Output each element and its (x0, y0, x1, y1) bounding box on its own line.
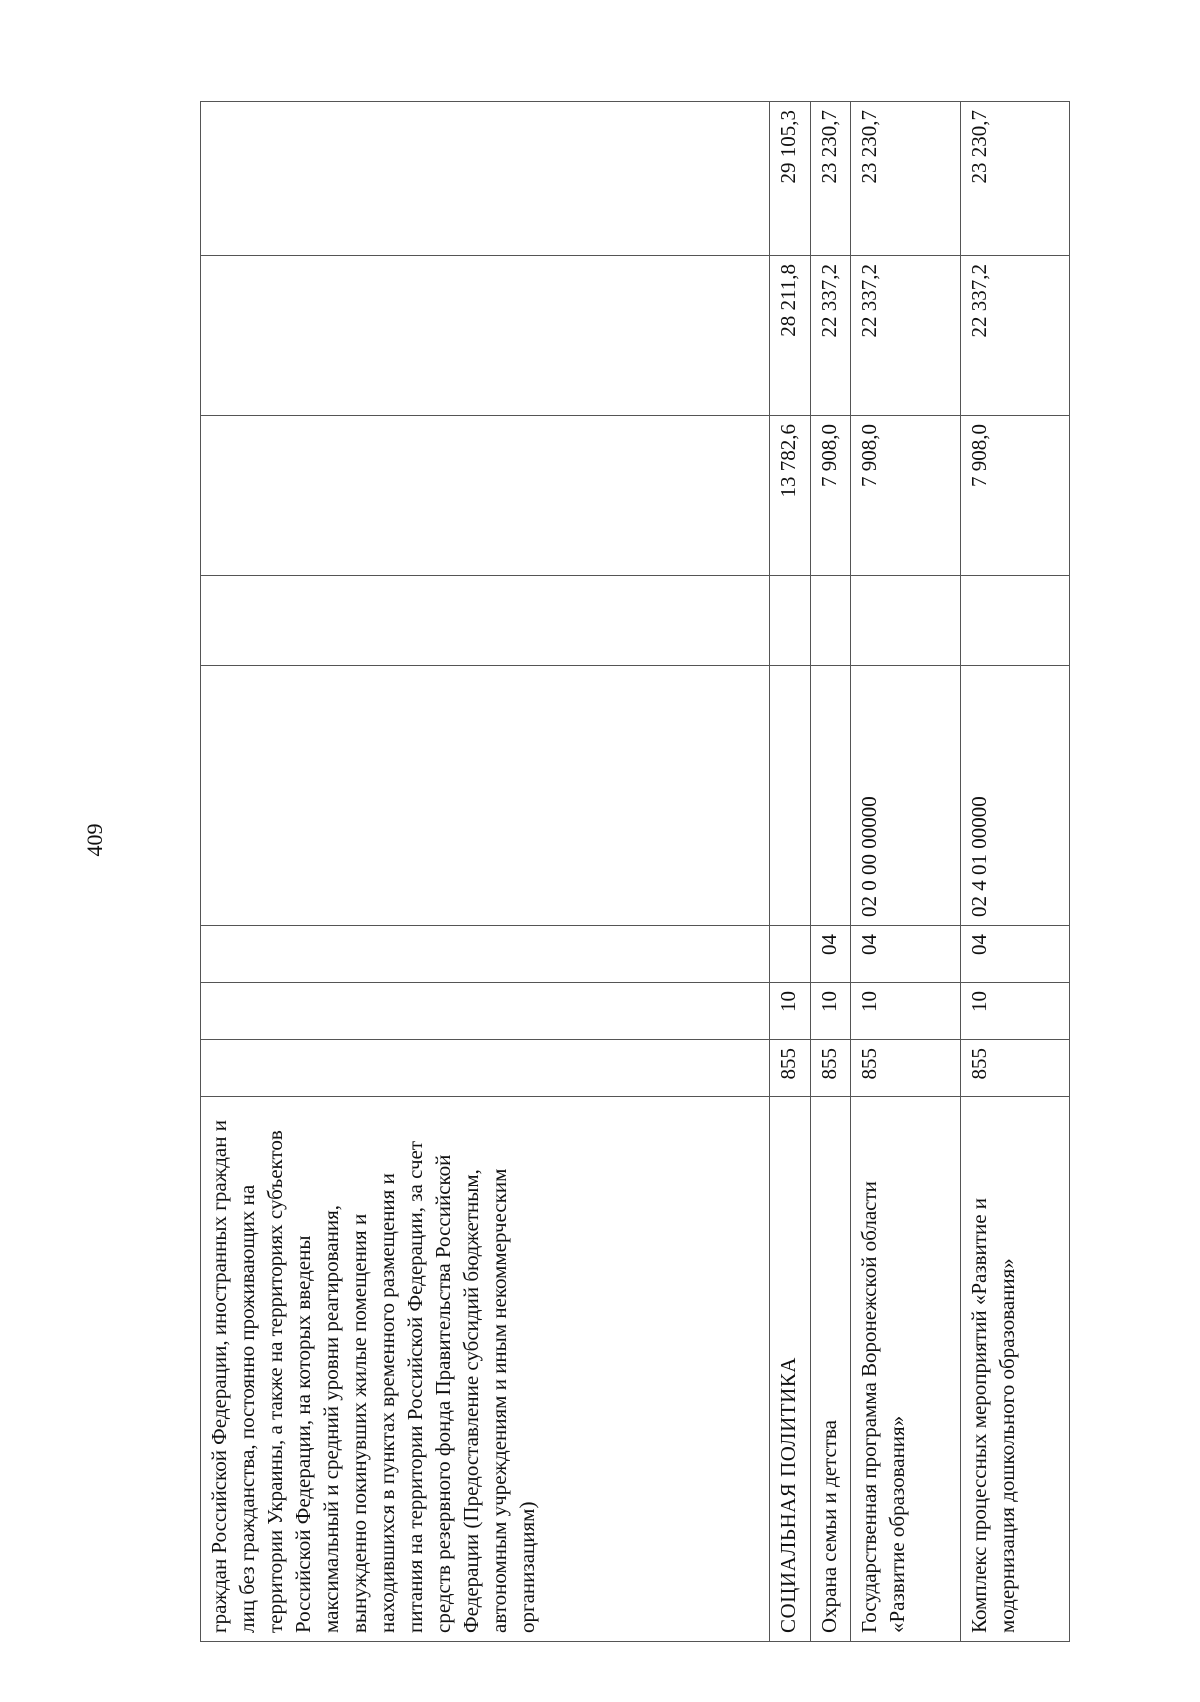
year2-cell: 22 337,2 (960, 256, 1069, 416)
table-row (770, 102, 810, 1642)
row-name: Государственная программа Воронежской области «Развитие образования» (851, 1097, 960, 1642)
ved-cell: 855 (851, 1040, 960, 1097)
year2-cell: 22 337,2 (810, 256, 850, 416)
row-name: Охрана семьи и детства (810, 1097, 850, 1642)
year1-cell: 13 782,6 (770, 416, 810, 576)
row-name: граждан Российской Федерации, иностранных граждан и лиц без гражданства, постоянно проживающих на территории Украины, а также на территориях субъектов Российской Федерации, на которых введены максимальный и средний уровни реагирования, вынужденно покинувших жилые помещения и находившихся в пунктах временного размещения и питания на территории Российской Федерации, за счет средств резервного фонда Правительства Российской Федерации (Предоставление субсидий бюджетным, автономным учреждениям и иным некоммерческим организациям) (201, 1097, 770, 1642)
csr-cell: 02 0 00 00000 (851, 666, 960, 926)
row-name: СОЦИАЛЬНАЯ ПОЛИТИКА (770, 1097, 810, 1642)
pr-cell (201, 926, 770, 983)
rz-cell (201, 983, 770, 1040)
csr-cell (810, 666, 850, 926)
pr-cell (770, 926, 810, 983)
year3-cell: 29 105,3 (770, 102, 810, 256)
year2-cell: 28 211,8 (770, 256, 810, 416)
pr-cell: 04 (960, 926, 1069, 983)
row-name: Комплекс процессных мероприятий «Развитие и модернизация дошкольного образования» (960, 1097, 1069, 1642)
budget-table-rotated (200, 102, 1070, 1642)
year1-cell: 7 908,0 (851, 416, 960, 576)
vr-cell (770, 576, 810, 666)
budget-table (200, 101, 1070, 1642)
year2-cell (201, 256, 770, 416)
year3-cell: 23 230,7 (960, 102, 1069, 256)
rz-cell: 10 (960, 983, 1069, 1040)
rz-cell: 10 (810, 983, 850, 1040)
ved-cell: 855 (960, 1040, 1069, 1097)
table-row (960, 102, 1069, 1642)
table-row (851, 102, 960, 1642)
pr-cell: 04 (810, 926, 850, 983)
ved-cell (201, 1040, 770, 1097)
pr-cell: 04 (851, 926, 960, 983)
table-row (810, 102, 850, 1642)
csr-cell (770, 666, 810, 926)
vr-cell (851, 576, 960, 666)
year1-cell: 7 908,0 (960, 416, 1069, 576)
ved-cell: 855 (770, 1040, 810, 1097)
year2-cell: 22 337,2 (851, 256, 960, 416)
year3-cell: 23 230,7 (851, 102, 960, 256)
table-row (201, 102, 770, 1642)
page-number: 409 (82, 823, 107, 857)
ved-cell: 855 (810, 1040, 850, 1097)
year3-cell (201, 102, 770, 256)
year1-cell (201, 416, 770, 576)
rz-cell: 10 (770, 983, 810, 1040)
csr-cell (201, 666, 770, 926)
vr-cell (201, 576, 770, 666)
vr-cell (810, 576, 850, 666)
year3-cell: 23 230,7 (810, 102, 850, 256)
csr-cell: 02 4 01 00000 (960, 666, 1069, 926)
rz-cell: 10 (851, 983, 960, 1040)
year1-cell: 7 908,0 (810, 416, 850, 576)
vr-cell (960, 576, 1069, 666)
